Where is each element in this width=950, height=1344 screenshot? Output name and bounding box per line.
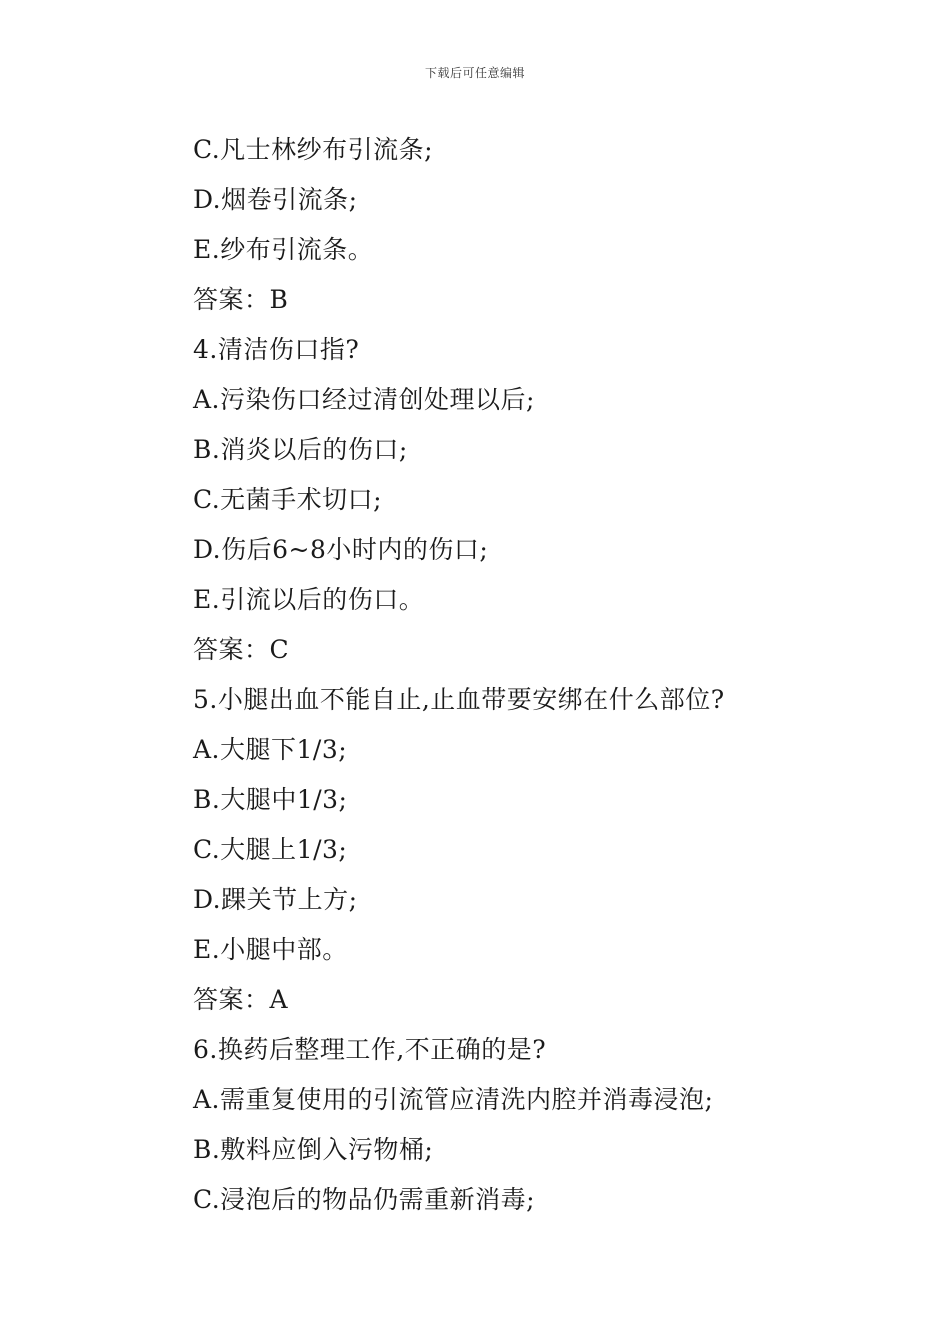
page-header: 下载后可任意编辑 (424, 66, 525, 80)
question-5-option-d: D.踝关节上方; (193, 885, 358, 914)
question-5-answer: 答案：A (193, 985, 289, 1014)
question-4-option-c: C.无菌手术切口; (193, 485, 383, 514)
question-4-answer: 答案：C (193, 635, 290, 664)
question-5-option-c: C.大腿上1/3; (193, 835, 348, 864)
option-c-line: C.凡士林纱布引流条; (193, 135, 434, 164)
question-4-option-e: E.引流以后的伤口。 (193, 585, 425, 614)
question-4-option-b: B.消炎以后的伤口; (193, 435, 408, 464)
answer-line: 答案：B (193, 285, 289, 314)
question-5-option-a: A.大腿下1/3; (193, 735, 348, 764)
option-e-line: E.纱布引流条。 (193, 235, 374, 264)
question-6-option-c: C.浸泡后的物品仍需重新消毒; (193, 1185, 536, 1214)
question-6-option-a: A.需重复使用的引流管应清洗内腔并消毒浸泡; (193, 1085, 714, 1114)
document-body (193, 130, 893, 1230)
question-5-option-e: E.小腿中部。 (193, 935, 348, 964)
question-6-option-b: B.敷料应倒入污物桶; (193, 1135, 434, 1164)
question-4-option-d: D.伤后6~8小时内的伤口; (193, 535, 489, 564)
option-d-line: D.烟卷引流条; (193, 185, 358, 214)
question-5-option-b: B.大腿中1/3; (193, 785, 348, 814)
question-6: 6.换药后整理工作,不正确的是? (193, 1035, 547, 1064)
question-4-option-a: A.污染伤口经过清创处理以后; (193, 385, 535, 414)
question-4: 4.清洁伤口指? (193, 335, 360, 364)
question-5: 5.小腿出血不能自止,止血带要安绑在什么部位? (193, 685, 725, 714)
